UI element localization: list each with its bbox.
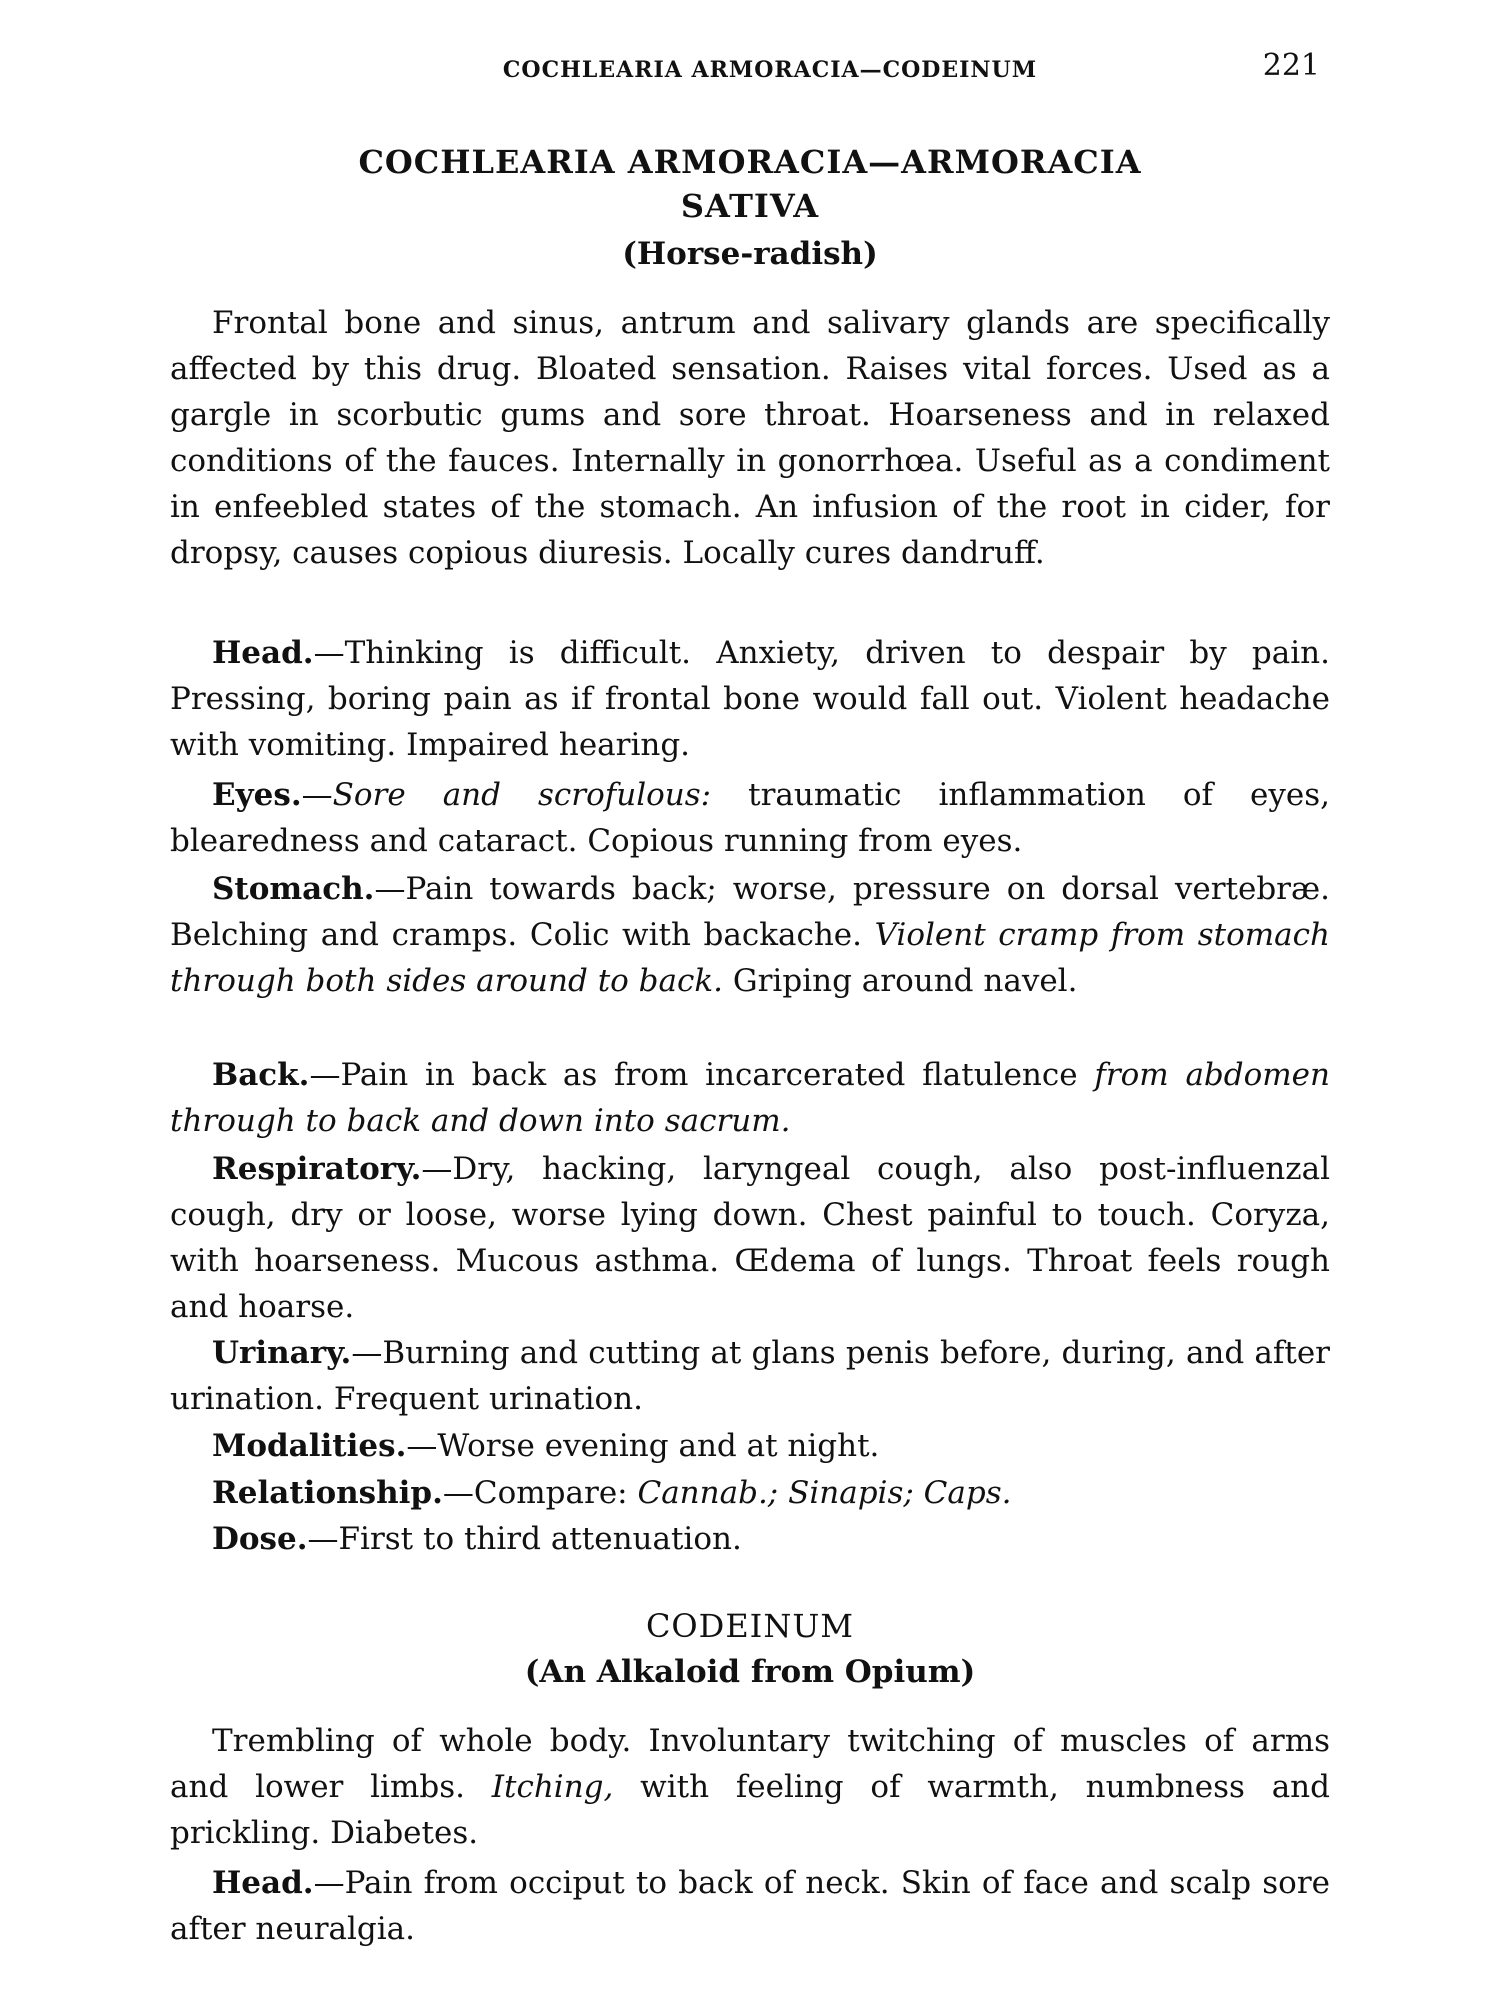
section-subtitle-horse-radish: (Horse-radish) [622, 236, 878, 272]
stomach-text: —Pain towards back; worse, pressure on dorsal vertebræ. Belching and cramps. Colic with backache. [170, 871, 1330, 953]
intro-paragraph: Frontal bone and sinus, antrum and salivary glands are specifically affected by this drug. Bloated sensation. Raises vital forces. Used as a gargle in scorbutic gums and sore throat. Hoarseness and in relaxed conditions of the fauces. Internally in gonorrhœa. Useful as a condiment in enfeebled states of the stomach. An infusion of the root in cider, for dropsy, causes copious diuresis. Locally cures dandruff. [170, 305, 1330, 571]
section-subtitle-alkaloid: (An Alkaloid from Opium) [524, 1654, 976, 1690]
head-paragraph [170, 630, 1330, 768]
head-text: —Thinking is difficult. Anxiety, driven to despair by pain. Pressing, boring pain as if frontal bone would fall out. Violent headache with vomiting. Impaired hearing. [170, 635, 1330, 763]
back-italic: from abdomen through to back and down into sacrum. [170, 1057, 1330, 1139]
codeinum-head-paragraph [170, 1860, 1330, 1952]
modalities-paragraph [170, 1423, 1330, 1469]
relationship-text: —Compare: [442, 1475, 638, 1511]
urinary-label: Urinary. [212, 1335, 352, 1371]
respiratory-paragraph [170, 1146, 1330, 1330]
section-title-line-2: SATIVA [680, 187, 820, 225]
back-text: —Pain in back as from incarcerated flatulence [309, 1057, 1095, 1093]
eyes-label: Eyes. [212, 777, 302, 813]
relationship-italic: Cannab.; Sinapis; Caps. [637, 1475, 1012, 1511]
codeinum-intro-italic: Itching, [491, 1769, 614, 1805]
eyes-dash: — [301, 777, 333, 813]
modalities-label: Modalities. [212, 1428, 407, 1464]
running-head: COCHLEARIA ARMORACIA—CODEINUM [502, 57, 1038, 83]
codeinum-head-label: Head. [212, 1865, 314, 1901]
eyes-text: traumatic inflammation of eyes, blearedness and cataract. Copious running from eyes. [170, 777, 1331, 859]
codeinum-head-text: —Pain from occiput to back of neck. Skin of face and scalp sore after neuralgia. [170, 1865, 1330, 1947]
dose-label: Dose. [212, 1521, 308, 1557]
stomach-text-2: Griping around navel. [723, 963, 1078, 999]
head-label: Head. [212, 635, 314, 671]
eyes-italic: Sore and scrofulous: [332, 777, 712, 813]
relationship-paragraph [170, 1470, 1330, 1516]
section-title-cochlearia [170, 140, 1330, 228]
stomach-paragraph [170, 866, 1330, 1004]
codeinum-intro-text-2: with feeling of warmth, numbness and prickling. Diabetes. [170, 1769, 1330, 1851]
stomach-label: Stomach. [212, 871, 375, 907]
urinary-text: —Burning and cutting at glans penis before, during, and after urination. Frequent urination. [170, 1335, 1330, 1417]
stomach-italic: Violent cramp from stomach through both sides around to back. [170, 917, 1330, 999]
codeinum-intro-text: Trembling of whole body. Involuntary twitching of muscles of arms and lower limbs. [170, 1723, 1330, 1805]
page-number: 221 [1262, 48, 1320, 83]
respiratory-label: Respiratory. [212, 1151, 422, 1187]
eyes-paragraph [170, 772, 1330, 864]
codeinum-intro-paragraph [170, 1718, 1330, 1856]
relationship-label: Relationship. [212, 1475, 443, 1511]
section-title-line-1: COCHLEARIA ARMORACIA—ARMORACIA [358, 143, 1142, 181]
section-title-codeinum: CODEINUM [645, 1607, 855, 1645]
back-label: Back. [212, 1057, 310, 1093]
dose-text: —First to third attenuation. [307, 1521, 742, 1557]
dose-paragraph [170, 1516, 1330, 1562]
urinary-paragraph [170, 1330, 1330, 1422]
respiratory-text: —Dry, hacking, laryngeal cough, also post-influenzal cough, dry or loose, worse lying down. Chest painful to touch. Coryza, with hoarseness. Mucous asthma. Œdema of lungs. Throat feels rough and hoarse. [170, 1151, 1330, 1325]
modalities-text: —Worse evening and at night. [406, 1428, 880, 1464]
back-paragraph [170, 1052, 1330, 1144]
